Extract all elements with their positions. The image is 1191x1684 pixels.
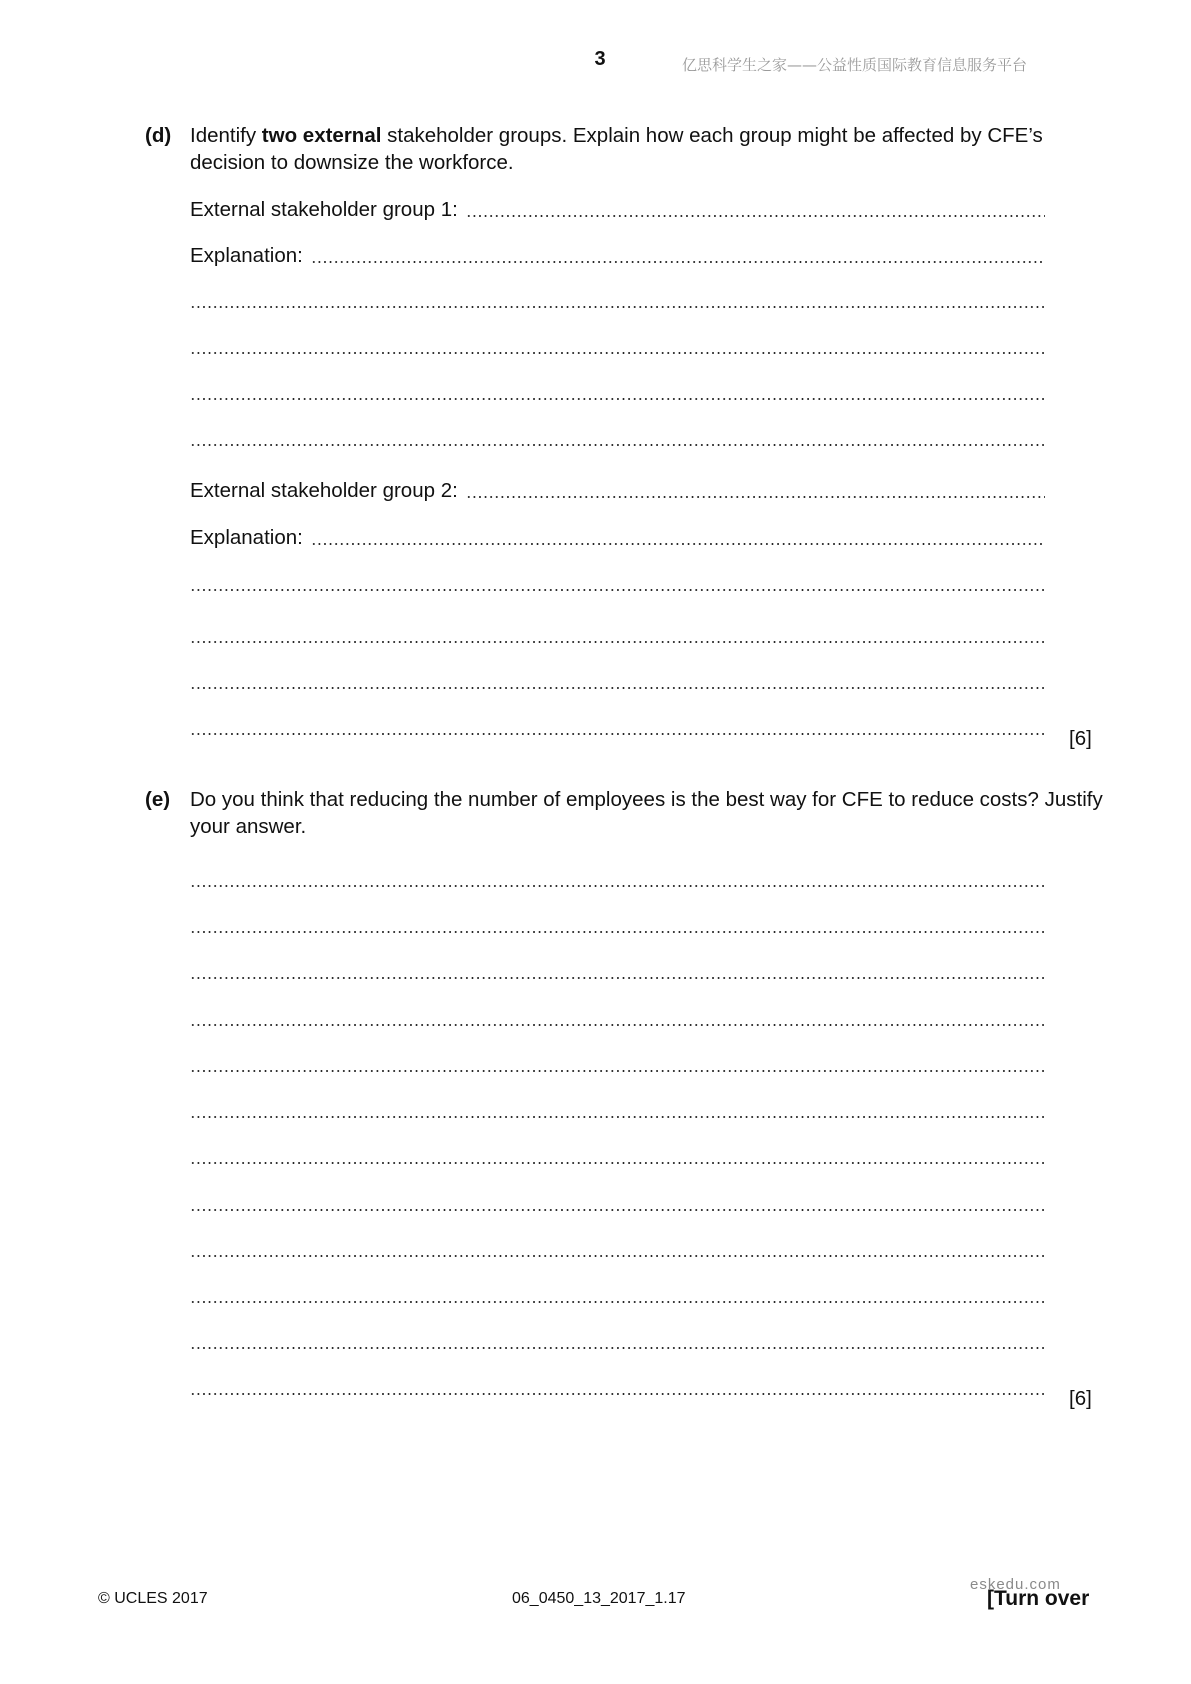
footer-watermark: eskedu.com bbox=[970, 1576, 1061, 1593]
answer-line[interactable] bbox=[190, 866, 1045, 892]
answer-line[interactable] bbox=[190, 1005, 1045, 1031]
question-d-text bbox=[190, 122, 1110, 176]
dotted-line bbox=[190, 1301, 1045, 1303]
answer-line[interactable] bbox=[190, 287, 1045, 313]
answer-line-explanation1[interactable] bbox=[190, 242, 1045, 268]
dotted-line bbox=[190, 306, 1045, 308]
header-watermark: 亿思科学生之家——公益性质国际教育信息服务平台 bbox=[682, 56, 1028, 74]
dotted-line bbox=[190, 1209, 1045, 1211]
dotted-line bbox=[190, 1255, 1045, 1257]
explanation1-label: Explanation: bbox=[190, 244, 303, 267]
answer-line[interactable] bbox=[190, 1097, 1045, 1123]
answer-line[interactable] bbox=[190, 1328, 1045, 1354]
answer-line[interactable] bbox=[190, 1282, 1045, 1308]
answer-line[interactable] bbox=[190, 1143, 1045, 1169]
answer-line[interactable] bbox=[190, 1190, 1045, 1216]
dotted-line bbox=[190, 687, 1045, 689]
answer-line[interactable] bbox=[190, 425, 1045, 451]
footer-code: 06_0450_13_2017_1.17 bbox=[512, 1590, 686, 1607]
answer-line[interactable] bbox=[190, 912, 1045, 938]
dotted-line bbox=[190, 444, 1045, 446]
dotted-line bbox=[190, 641, 1045, 643]
answer-line[interactable] bbox=[190, 570, 1045, 596]
turn-over: [Turn over bbox=[987, 1587, 1090, 1610]
answer-line[interactable] bbox=[190, 668, 1045, 694]
answer-line[interactable] bbox=[190, 622, 1045, 648]
dotted-line bbox=[190, 589, 1045, 591]
question-d-label: (d) bbox=[145, 124, 172, 147]
answer-line[interactable] bbox=[190, 958, 1045, 984]
dotted-line bbox=[190, 1116, 1045, 1118]
answer-line-explanation2[interactable] bbox=[190, 524, 1045, 550]
dotted-line bbox=[190, 1070, 1045, 1072]
footer-copyright: © UCLES 2017 bbox=[98, 1590, 208, 1607]
dotted-line bbox=[311, 261, 1045, 263]
dotted-line bbox=[466, 215, 1045, 217]
dotted-line bbox=[190, 1347, 1045, 1349]
question-e-text: Do you think that reducing the number of employees is the best way for CFE to reduce costs? Justify your answer. bbox=[190, 788, 1103, 838]
dotted-line bbox=[190, 1024, 1045, 1026]
answer-line[interactable] bbox=[190, 714, 1045, 740]
dotted-line bbox=[190, 977, 1045, 979]
answer-line[interactable] bbox=[190, 1236, 1045, 1262]
group2-label: External stakeholder group 2: bbox=[190, 479, 458, 502]
answer-line-group2[interactable] bbox=[190, 477, 1045, 503]
question-d-marks: [6] bbox=[1069, 727, 1092, 750]
dotted-line bbox=[190, 352, 1045, 354]
dotted-line bbox=[190, 931, 1045, 933]
answer-line[interactable] bbox=[190, 1051, 1045, 1077]
dotted-line bbox=[190, 885, 1045, 887]
question-e-label: (e) bbox=[145, 788, 171, 811]
dotted-line bbox=[190, 1393, 1045, 1395]
dotted-line bbox=[190, 1162, 1045, 1164]
explanation2-label: Explanation: bbox=[190, 526, 303, 549]
page-number: 3 bbox=[594, 48, 606, 70]
dotted-line bbox=[311, 543, 1045, 545]
answer-line[interactable] bbox=[190, 1374, 1045, 1400]
question-d-text-after: stakeholder groups. Explain how each group might be affected by CFE’s decision to downsize the workforce. bbox=[190, 124, 1043, 174]
dotted-line bbox=[466, 496, 1045, 498]
group1-label: External stakeholder group 1: bbox=[190, 198, 458, 221]
question-e-marks: [6] bbox=[1069, 1387, 1092, 1410]
answer-line[interactable] bbox=[190, 333, 1045, 359]
question-d-text-before: Identify bbox=[190, 124, 262, 147]
question-d-text-bold: two external bbox=[261, 124, 382, 147]
dotted-line bbox=[190, 398, 1045, 400]
dotted-line bbox=[190, 733, 1045, 735]
answer-line-group1[interactable] bbox=[190, 196, 1045, 222]
answer-line[interactable] bbox=[190, 379, 1045, 405]
